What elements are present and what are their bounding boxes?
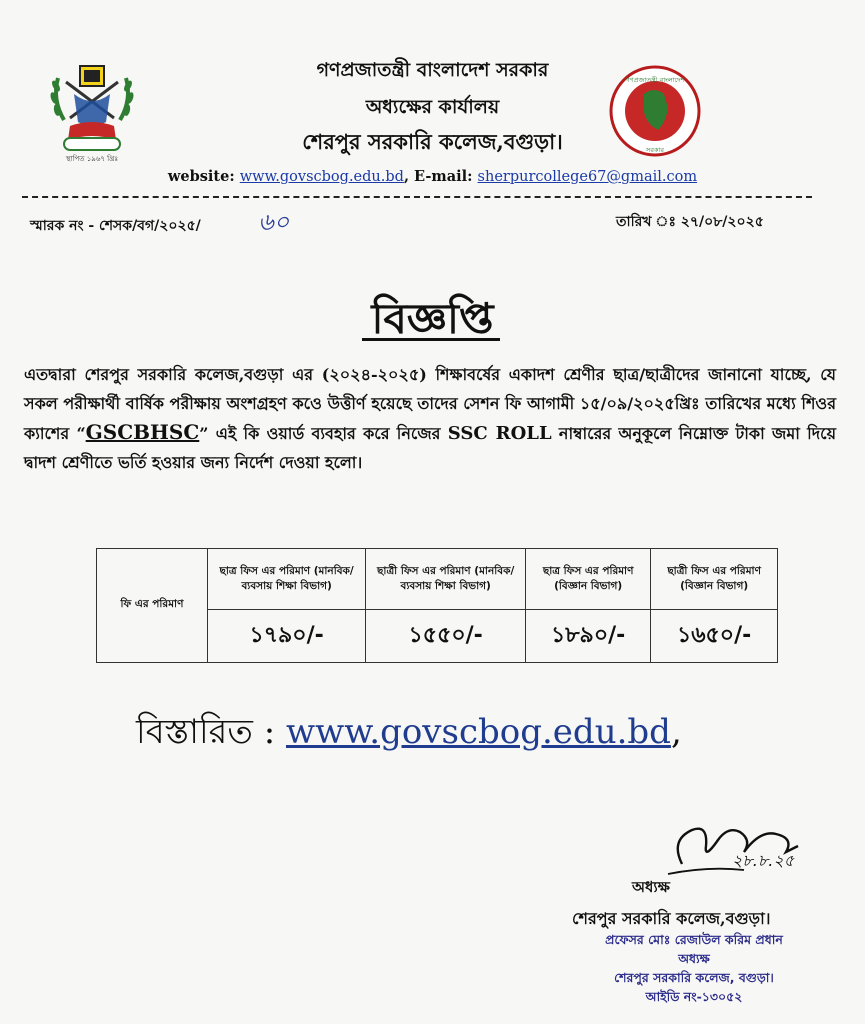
table-row	[97, 549, 778, 610]
website-label: website:	[167, 168, 235, 185]
title-underline	[362, 338, 500, 341]
stamp-line: আইডি নং-১৩০৫২	[645, 989, 743, 1004]
emblem-caption: স্থাপিত ১৯৬৭ খ্রিঃ	[65, 155, 119, 163]
signature-college: শেরপুর সরকারি কলেজ,বগুড়া।	[572, 909, 771, 928]
details-suffix: ,	[670, 712, 682, 752]
fee-amount: ১৭৯০/-	[208, 610, 366, 663]
body-part-3: নাম্বারের অনুকূলে নিম্নোক্ত টাকা জমা দিয়ে দ্বাদশ শ্রেণীতে ভর্তি হওয়ার জন্য নির্দেশ দেওয়া হলো।	[24, 424, 836, 472]
email-label: , E-mail:	[403, 168, 473, 185]
fee-amount: ১৬৫০/-	[651, 610, 778, 663]
notice-date: তারিখ ঃ ২৭/০৮/২০২৫	[616, 214, 764, 230]
fee-amount: ১৫৫০/-	[366, 610, 526, 663]
table-header-cell: ছাত্র ফিস এর পরিমাণ (বিজ্ঞান বিভাগ)	[526, 549, 651, 610]
fee-row-label: ফি এর পরিমাণ	[97, 549, 208, 663]
stamp-line: শেরপুর সরকারি কলেজ, বগুড়া।	[614, 970, 774, 985]
details-label: বিস্তারিত :	[136, 712, 276, 752]
principal-stamp	[594, 930, 794, 1006]
notice-body	[24, 360, 836, 477]
details-link[interactable]: www.govscbog.edu.bd	[285, 712, 671, 752]
table-header-cell: ছাত্রী ফিস এর পরিমাণ (বিজ্ঞান বিভাগ)	[651, 549, 778, 610]
stamp-line: প্রফেসর মোঃ রেজাউল করিম প্রধান	[605, 932, 783, 947]
memo-number-handwritten: ৬০	[258, 208, 290, 236]
government-heading: গণপ্রজাতন্ত্রী বাংলাদেশ সরকার	[316, 59, 549, 81]
seal-top-text: গণপ্রজাতন্ত্রী বাংলাদেশ	[625, 76, 685, 84]
principal-title: অধ্যক্ষ	[632, 878, 670, 896]
fee-amount: ১৮৯০/-	[526, 610, 651, 663]
office-heading: অধ্যক্ষের কার্যালয়	[365, 96, 500, 118]
college-heading: শেরপুর সরকারি কলেজ,বগুড়া।	[302, 129, 563, 154]
memo-number: স্মারক নং - শেসক/বগ/২০২৫/	[30, 218, 201, 234]
keyword: GSCBHSC	[85, 420, 200, 444]
fee-table	[96, 548, 778, 663]
contact-line	[0, 168, 865, 185]
page-title: বিজ্ঞপ্তি	[371, 294, 494, 343]
seal-bottom-text: সরকার	[646, 146, 664, 154]
body-part-1: এতদ্বারা শেরপুর সরকারি কলেজ,বগুড়া এর (২০২৪-২০২৫) শিক্ষাবর্ষের একাদশ শ্রেণীর ছাত্র/ছাত্রীদের জানানো যাচ্ছে, যে সকল পরীক্ষার্থী বার্ষিক পরীক্ষায় অংশগ্রহণ কওে উত্তীর্ণ হয়েছে তাদের সেশন ফি আগামী ১৫/০৯/২০২৫খ্রিঃ তারিখের মধ্যে শিওর ক্যাশের “	[24, 365, 836, 443]
website-link[interactable]: www.govscbog.edu.bd	[239, 169, 404, 185]
details-line	[136, 706, 682, 763]
table-header-cell: ছাত্র ফিস এর পরিমাণ (মানবিক/ব্যবসায় শিক্ষা বিভাগ)	[208, 549, 366, 610]
email-link[interactable]: sherpurcollege67@gmail.com	[477, 169, 698, 185]
signature-date: ২৮.৮.২৫	[732, 851, 795, 870]
body-part-2: ” এই কি ওয়ার্ড ব্যবহার করে নিজের	[199, 424, 448, 443]
header-divider	[22, 196, 812, 198]
stamp-line: অধ্যক্ষ	[678, 951, 710, 966]
ssc-roll: SSC ROLL	[447, 423, 552, 444]
table-header-cell: ছাত্রী ফিস এর পরিমাণ (মানবিক/ব্যবসায় শিক্ষা বিভাগ)	[366, 549, 526, 610]
